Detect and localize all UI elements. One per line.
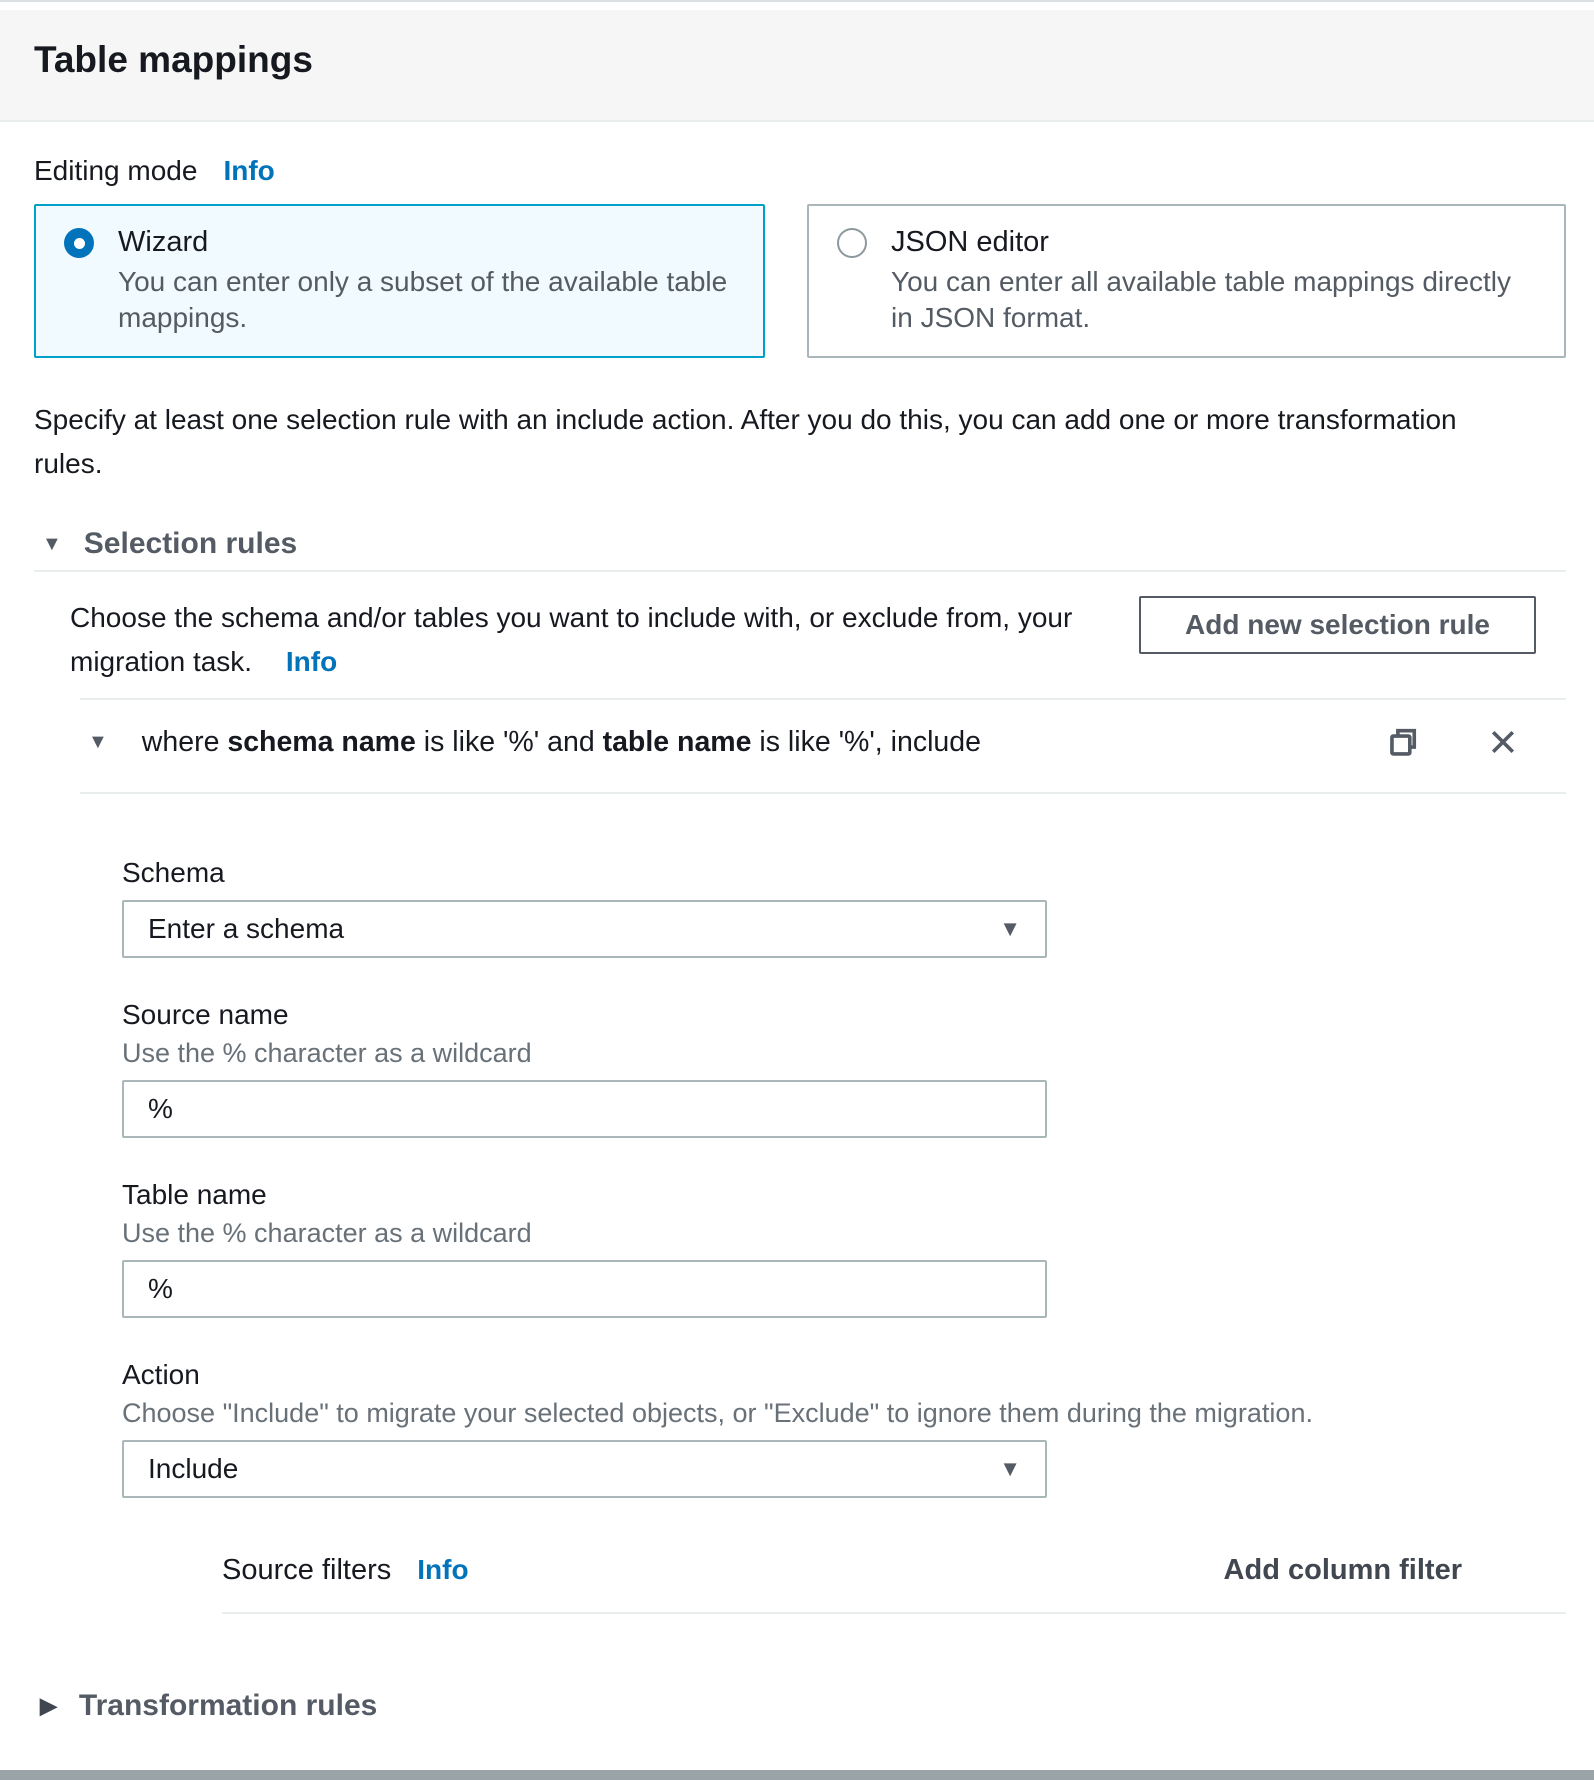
selection-rules-heading: Selection rules: [83, 527, 298, 560]
selection-rules-controls: [34, 596, 1566, 684]
action-help: Choose "Include" to migrate your selected objects, or "Exclude" to ignore them during the migration.: [122, 1398, 1313, 1428]
rule-summary-part: is like '%', include: [751, 726, 981, 758]
wizard-description: You can enter only a subset of the available table mappings.: [118, 266, 728, 333]
tile-json-editor[interactable]: [807, 204, 1566, 358]
table-name-help: Use the % character as a wildcard: [122, 1218, 532, 1248]
selection-rules-header[interactable]: [34, 526, 1566, 562]
rule-header-row: [34, 700, 1566, 792]
schema-select-value: Enter a schema: [148, 913, 345, 944]
top-edge-divider: [0, 0, 1594, 2]
source-name-label: Source name: [122, 999, 289, 1030]
panel-header: [0, 10, 1594, 122]
page-title: Table mappings: [34, 39, 313, 80]
chevron-down-icon: ▼: [999, 1456, 1021, 1481]
selection-rules-description-block: [70, 596, 1139, 684]
caret-right-icon: ▶: [40, 1693, 57, 1718]
rule-summary-schema: schema name: [227, 726, 416, 758]
source-filters-row: [222, 1550, 1462, 1590]
json-editor-description: You can enter all available table mappings directly in JSON format.: [891, 266, 1512, 333]
table-name-label: Table name: [122, 1179, 267, 1210]
table-name-field-group: [122, 1178, 1047, 1318]
json-editor-radio-unselected[interactable]: [837, 228, 867, 258]
rule-summary-table: table name: [602, 726, 752, 758]
remove-rule-button[interactable]: [1486, 725, 1520, 759]
wizard-tile-text: [118, 226, 735, 336]
table-name-input[interactable]: [122, 1260, 1047, 1318]
schema-field-group: [122, 856, 1047, 958]
action-field-group: [122, 1358, 1313, 1498]
json-editor-tile-text: [891, 226, 1536, 336]
panel-content: [0, 122, 1594, 1726]
action-select[interactable]: [122, 1440, 1047, 1498]
divider: [222, 1612, 1566, 1614]
duplicate-rule-button[interactable]: [1386, 725, 1420, 759]
action-label: Action: [122, 1359, 200, 1390]
source-name-input[interactable]: [122, 1080, 1047, 1138]
editing-mode-row: [34, 154, 1566, 188]
tile-wizard[interactable]: [34, 204, 765, 358]
source-name-help: Use the % character as a wildcard: [122, 1038, 532, 1068]
source-filters-label: Source filters: [222, 1554, 392, 1586]
json-editor-label: JSON editor: [891, 226, 1049, 258]
selection-rules-description: Choose the schema and/or tables you want to include with, or exclude from, your migration task.: [70, 602, 1073, 677]
rule-summary: [142, 724, 981, 760]
radio-dot: [74, 238, 85, 249]
divider: [34, 570, 1566, 572]
editing-mode-info-link[interactable]: Info: [223, 155, 275, 186]
close-icon: [1486, 747, 1520, 762]
rule-summary-part: where: [141, 726, 228, 758]
rule-summary-part: is like '%' and: [415, 726, 603, 758]
caret-down-icon: ▼: [42, 533, 62, 555]
caret-down-icon[interactable]: ▼: [88, 730, 108, 753]
transformation-rules-header[interactable]: [34, 1686, 1566, 1726]
selection-rules-info-link[interactable]: Info: [285, 646, 338, 677]
schema-label: Schema: [122, 857, 225, 888]
editing-mode-label: Editing mode: [34, 155, 198, 186]
add-selection-rule-button[interactable]: Add new selection rule: [1139, 596, 1536, 654]
intro-text: Specify at least one selection rule with an include action. After you do this, you can add one or more transformation rules.: [34, 404, 1457, 479]
next-section-edge: [0, 1770, 1594, 1780]
editing-mode-tiles: [34, 204, 1566, 358]
schema-select[interactable]: [122, 900, 1047, 958]
transformation-rules-heading: Transformation rules: [78, 1689, 378, 1722]
wizard-label: Wizard: [118, 226, 209, 258]
rule-form: [122, 856, 1313, 1498]
source-name-field-group: [122, 998, 1047, 1138]
source-filters-info-link[interactable]: Info: [417, 1554, 469, 1585]
chevron-down-icon: ▼: [999, 916, 1021, 941]
add-column-filter-button[interactable]: Add column filter: [1223, 1554, 1462, 1586]
action-select-value: Include: [148, 1453, 239, 1484]
wizard-radio-selected[interactable]: [64, 228, 94, 258]
copy-icon: [1386, 747, 1420, 762]
divider: [80, 792, 1566, 794]
